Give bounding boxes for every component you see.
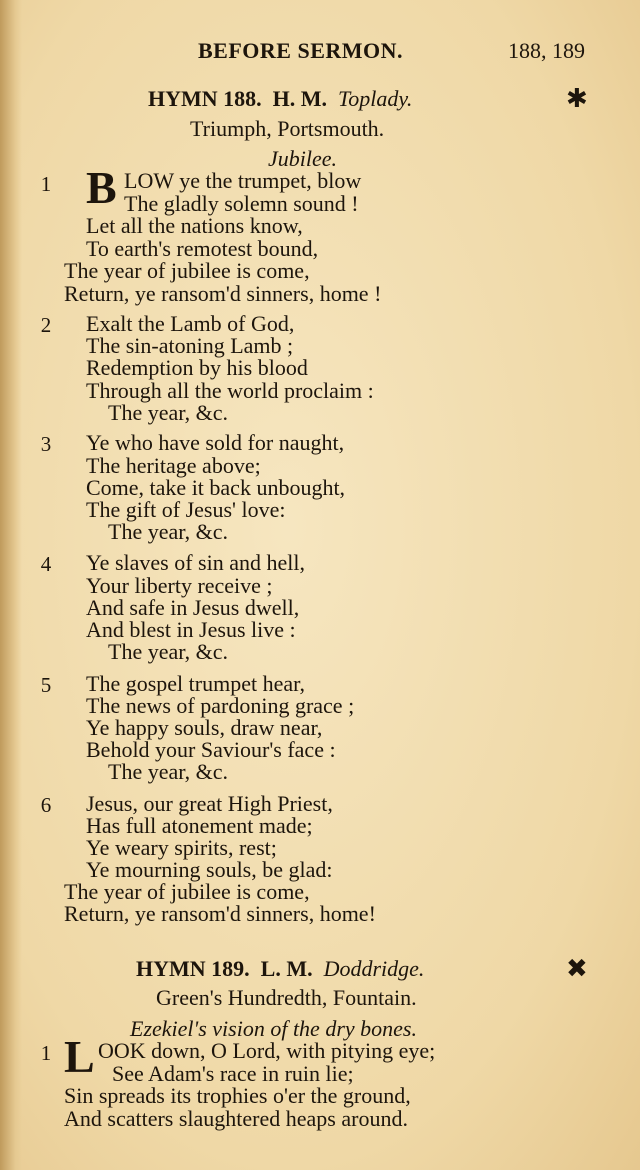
verse-line: Come, take it back unbought,	[86, 475, 346, 500]
verse-number: 2	[40, 313, 52, 337]
page-gutter-shadow	[0, 0, 22, 1170]
hymn-189-author: Doddridge.	[323, 956, 425, 981]
hymn-188-author: Toplady.	[338, 86, 413, 111]
page-numbers: 188, 189	[508, 38, 585, 63]
verse-line: And scatters slaughtered heaps around.	[64, 1106, 408, 1131]
hymn-188-meter: H. M.	[272, 86, 328, 111]
verse-line: To earth's remotest bound,	[86, 236, 319, 261]
verse-line: The heritage above;	[86, 453, 261, 478]
drop-cap: B	[86, 162, 117, 213]
verse-line: And safe in Jesus dwell,	[86, 595, 300, 620]
verse-line: See Adam's race in ruin lie;	[112, 1061, 354, 1086]
verse-line: The gladly solemn sound !	[124, 191, 359, 216]
running-head: BEFORE SERMON.	[198, 38, 404, 63]
hymn-189-meter: L. M.	[260, 956, 313, 981]
verse-line: Jesus, our great High Priest,	[86, 791, 333, 816]
drop-cap: L	[64, 1031, 95, 1082]
ornament-icon: ✖	[566, 954, 588, 983]
verse-line: Redemption by his blood	[86, 355, 308, 380]
hymn-188-number: HYMN 188.	[148, 86, 262, 111]
verse-line: The year, &c.	[108, 519, 229, 544]
ornament-icon: ✱	[566, 84, 588, 113]
verse-number: 6	[40, 793, 52, 817]
verse-line: LOW ye the trumpet, blow	[124, 168, 362, 193]
verse-line: And blest in Jesus live :	[86, 617, 296, 642]
verse-line: Exalt the Lamb of God,	[86, 311, 295, 336]
verse-line: Return, ye ransom'd sinners, home !	[64, 281, 382, 306]
verse-line: The sin-atoning Lamb ;	[86, 333, 294, 358]
hymn-188-subject: Jubilee.	[268, 146, 338, 171]
hymn-189-tunes: Green's Hundredth, Fountain.	[156, 985, 417, 1010]
verse-line: The gospel trumpet hear,	[86, 671, 306, 696]
verse-line: Sin spreads its trophies o'er the ground,	[64, 1083, 411, 1108]
verse-line: Behold your Saviour's face :	[86, 737, 336, 762]
verse-line: The news of pardoning grace ;	[86, 693, 355, 718]
verse-number: 1	[40, 172, 52, 196]
verse-line: Ye happy souls, draw near,	[86, 715, 323, 740]
verse-line: Return, ye ransom'd sinners, home!	[64, 901, 376, 926]
verse-line: The year of jubilee is come,	[64, 879, 310, 904]
verse-number: 3	[40, 432, 52, 456]
verse-line: The gift of Jesus' love:	[86, 497, 286, 522]
verse-line: Your liberty receive ;	[86, 573, 273, 598]
verse-line: Has full atonement made;	[86, 813, 313, 838]
hymn-189-heading	[136, 956, 424, 982]
verse-line: The year, &c.	[108, 400, 229, 425]
hymn-189-subject: Ezekiel's vision of the dry bones.	[130, 1016, 417, 1041]
verse-line: The year, &c.	[108, 639, 229, 664]
hymn-189-number: HYMN 189.	[136, 956, 250, 981]
verse-line: Let all the nations know,	[86, 213, 303, 238]
verse-line: Ye weary spirits, rest;	[86, 835, 277, 860]
verse-number: 5	[40, 673, 52, 697]
verse-line: Ye who have sold for naught,	[86, 430, 345, 455]
verse-line: Through all the world proclaim :	[86, 378, 374, 403]
verse-line: The year of jubilee is come,	[64, 258, 310, 283]
hymn-188-heading	[148, 86, 412, 112]
verse-number: 4	[40, 552, 52, 576]
verse-line: Ye slaves of sin and hell,	[86, 550, 305, 575]
hymn-188-tunes: Triumph, Portsmouth.	[190, 116, 385, 141]
verse-line: The year, &c.	[108, 759, 229, 784]
verse-line: Ye mourning souls, be glad:	[86, 857, 333, 882]
verse-line: OOK down, O Lord, with pitying eye;	[98, 1038, 436, 1063]
verse-number: 1	[40, 1041, 52, 1065]
